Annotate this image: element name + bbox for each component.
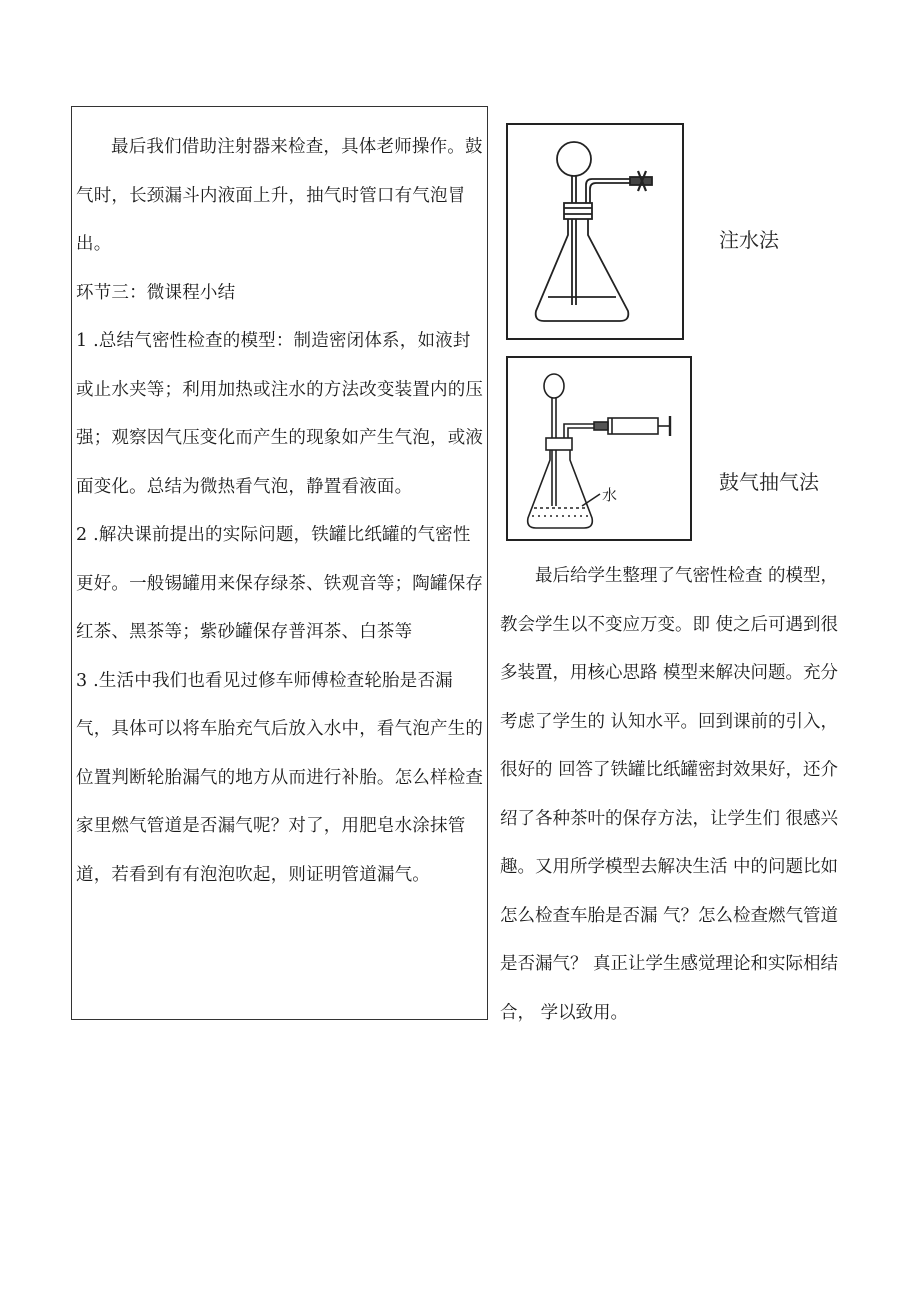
water-label: 水 [602, 486, 618, 504]
left-text-content [76, 123, 486, 899]
paragraph-summary-reflection: 最后给学生整理了气密性检查 的模型，教会学生以不变应万变。即 使之后可遇到很多装置，用核心思路 模型来解决问题。充分考虑了学生的 认知水平。回到课前的引入，很好的 回答了铁罐比纸罐密封效果好，还介 绍了各种茶叶的保存方法，让学生们 很感兴趣。又用所学模型去解决生活 中的问题比如怎么检查车胎是否漏 气？怎么检查燃气管道是否漏气？ 真正让学生感觉理论和实际相结合， 学以致用。 [500, 566, 839, 1023]
figure-blow-suction [506, 356, 692, 541]
section-title: 环节三：微课程小结 [76, 282, 236, 303]
figure1-label: 注水法 [719, 228, 779, 252]
summary-item-2: 2 .解决课前提出的实际问题，铁罐比纸罐的气密性更好。一般锡罐用来保存绿茶、铁观音等；陶罐保存红茶、黑茶等；紫砂罐保存普洱茶、白茶等 [76, 525, 484, 642]
right-text-content [500, 552, 840, 1037]
figure2-label: 鼓气抽气法 [719, 470, 819, 494]
flask-syringe-diagram [508, 358, 694, 543]
figure-water-injection [506, 123, 684, 340]
paragraph-syringe-check: 最后我们借助注射器来检查，具体老师操作。鼓气时，长颈漏斗内液面上升，抽气时管口有气泡冒出。 [76, 137, 483, 254]
left-text-box [71, 106, 488, 1020]
summary-item-3: 3 .生活中我们也看见过修车师傅检查轮胎是否漏气，具体可以将车胎充气后放入水中，看气泡产生的位置判断轮胎漏气的地方从而进行补胎。怎么样检查家里燃气管道是否漏气呢？对了，用肥皂水涂抹管道，若看到有有泡泡吹起，则证明管道漏气。 [76, 670, 484, 885]
summary-item-1: 1 .总结气密性检查的模型：制造密闭体系，如液封或止水夹等；利用加热或注水的方法改变装置内的压强；观察因气压变化而产生的现象如产生气泡，或液面变化。总结为微热看气泡，静置看液面。 [76, 331, 484, 497]
flask-funnel-clamp-diagram [508, 125, 686, 342]
